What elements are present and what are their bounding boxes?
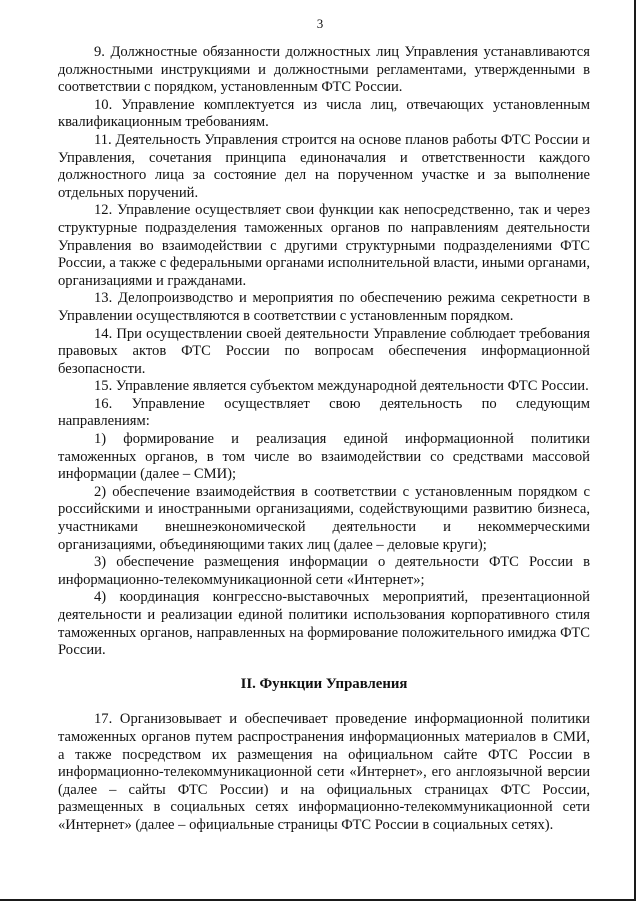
document-body	[58, 44, 590, 835]
paragraph-17: 17. Организовывает и обеспечивает проведение информационной политики таможенных органов путем распространения информационных материалов в СМИ, а также посредством их размещения на официальном сайте ФТС России в информационно-телекоммуникационной сети «Интернет», его англоязычной версии (далее – сайты ФТС России) и на официальных страницах ФТС России, размещенных в социальных сетях информационно-телекоммуникационной сети «Интернет» (далее – официальные страницы ФТС России в социальных сетях).	[58, 711, 590, 833]
paragraph-10: 10. Управление комплектуется из числа лиц, отвечающих установленным квалификационным требованиям.	[58, 96, 590, 131]
paragraph-12: 12. Управление осуществляет свои функции как непосредственно, так и через структурные подразделения таможенных органов по направлениям деятельности Управления во взаимодействии с другими структурными подразделениями ФТС России, а также с федеральными органами исполнительной власти, иными органами, организациями и гражданами.	[58, 202, 590, 289]
section-heading: II. Функции Управления	[240, 675, 408, 692]
paragraph-11: 11. Деятельность Управления строится на основе планов работы ФТС России и Управления, сочетания принципа единоначалия и ответственности каждого должностного лица за состояние дел на порученном участке и за выполнение отдельных поручений.	[58, 131, 590, 201]
paragraph-13: 13. Делопроизводство и мероприятия по обеспечению режима секретности в Управлении осуществляются в соответствии с установленным порядком.	[58, 290, 590, 324]
paragraph-9: 9. Должностные обязанности должностных лиц Управления устанавливаются должностными инструкциями и должностными регламентами, утвержденными в соответствии с порядком, установленным ФТС России.	[58, 44, 590, 96]
page-number: 3	[316, 16, 324, 31]
list-item-3: 3) обеспечение размещения информации о деятельности ФТС России в информационно-телекоммуникационной сети «Интернет»;	[58, 554, 590, 588]
paragraph-16: 16. Управление осуществляет свою деятельность по следующим направлениям:	[58, 395, 590, 430]
list-item-1: 1) формирование и реализация единой информационной политики таможенных органов, в том числе во взаимодействии со средствами массовой информации (далее – СМИ);	[58, 431, 590, 483]
paragraph-15: 15. Управление является субъектом международной деятельности ФТС России.	[94, 378, 589, 395]
list-item-2: 2) обеспечение взаимодействия в соответствии с установленным порядком с российскими и иностранными организациями, содействующими развитию бизнеса, участниками внешнеэкономической деятельности и некоммерческими организациями, объединяющими таких лиц (далее – деловые круги);	[58, 483, 590, 553]
list-item-4: 4) координация конгрессно-выставочных мероприятий, презентационной деятельности и реализации единой политики использования корпоративного стиля таможенных органов, направленных на формирование положительного имиджа ФТС России.	[58, 589, 590, 659]
paragraph-14: 14. При осуществлении своей деятельности Управление соблюдает требования правовых актов ФТС России по вопросам обеспечения информационной безопасности.	[58, 325, 590, 377]
